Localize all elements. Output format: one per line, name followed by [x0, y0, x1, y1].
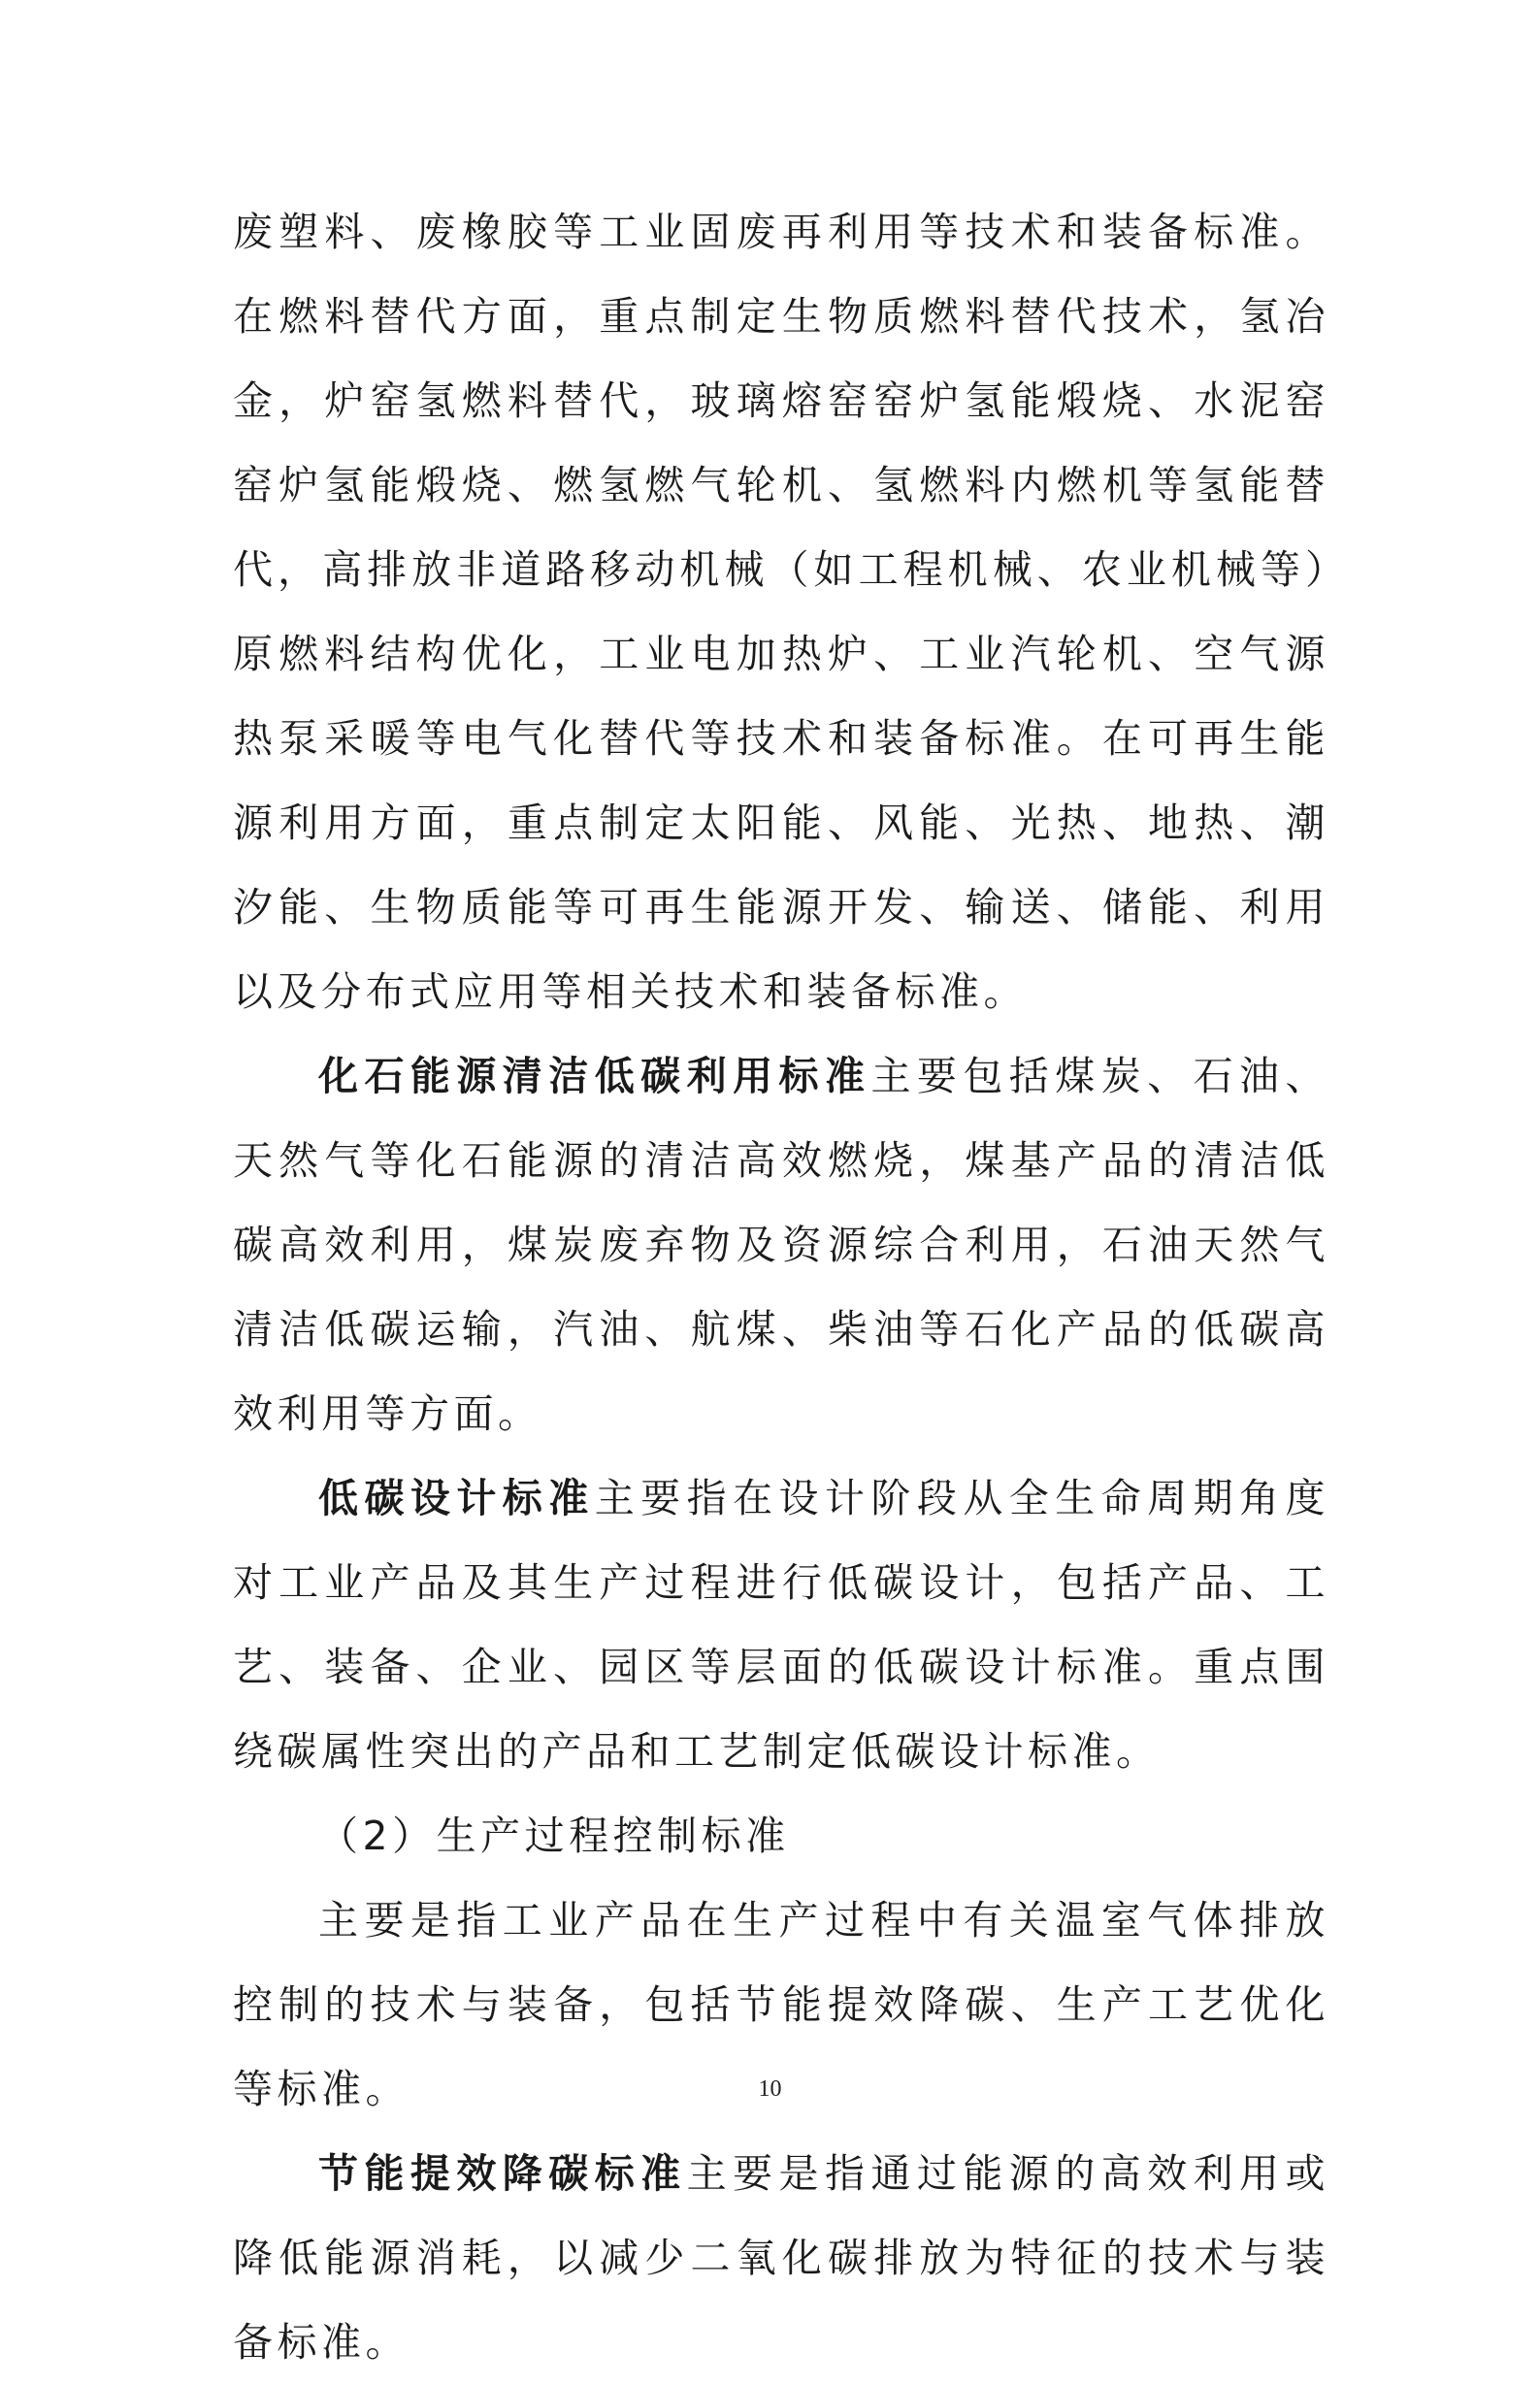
paragraph-fuel-substitution: [233, 190, 1329, 1034]
paragraph-fossil-energy: [233, 1034, 1329, 1456]
paragraph-text: 主要是指工业产品在生产过程中有关温室气体排放控制的技术与装备，包括节能提效降碳、生产工艺优化等标准。: [233, 1897, 1329, 2112]
term-low-carbon-design-standard: 低碳设计标准: [318, 1475, 595, 1521]
paragraph-text: 主要包括煤炭、石油、天然气等化石能源的清洁高效燃烧，煤基产品的清洁低碳高效利用，煤炭废弃物及资源综合利用，石油天然气清洁低碳运输，汽油、航煤、柴油等石化产品的低碳高效利用等方面。: [233, 1053, 1330, 1437]
paragraph-energy-efficiency: [233, 2132, 1329, 2385]
body-content: [233, 190, 1329, 2385]
section-heading-production-control: （2）生产过程控制标准: [318, 1813, 790, 1859]
paragraph-low-carbon-design: [233, 1456, 1329, 1794]
term-fossil-energy-standard: 化石能源清洁低碳利用标准: [318, 1053, 871, 1099]
term-energy-efficiency-standard: 节能提效降碳标准: [318, 2150, 687, 2197]
paragraph-text: 主要指在设计阶段从全生命周期角度对工业产品及其生产过程进行低碳设计，包括产品、工艺、装备、企业、园区等层面的低碳设计标准。重点围绕碳属性突出的产品和工艺制定低碳设计标准。: [233, 1475, 1330, 1775]
paragraph-text: 主要是指通过能源的高效利用或降低能源消耗，以减少二氧化碳排放为特征的技术与装备标准。: [233, 2150, 1330, 2366]
page-number: 10: [758, 2076, 782, 2102]
paragraph-text: 废塑料、废橡胶等工业固废再利用等技术和装备标准。在燃料替代方面，重点制定生物质燃料替代技术，氢冶金，炉窑氢燃料替代，玻璃熔窑窑炉氢能煅烧、水泥窑窑炉氢能煅烧、燃氢燃气轮机、氢燃料内燃机等氢能替代，高排放非道路移动机械（如工程机械、农业机械等）原燃料结构优化，工业电加热炉、工业汽轮机、空气源热泵采暖等电气化替代等技术和装备标准。在可再生能源利用方面，重点制定太阳能、风能、光热、地热、潮汐能、生物质能等可再生能源开发、输送、储能、利用以及分布式应用等相关技术和装备标准。: [233, 209, 1329, 1015]
